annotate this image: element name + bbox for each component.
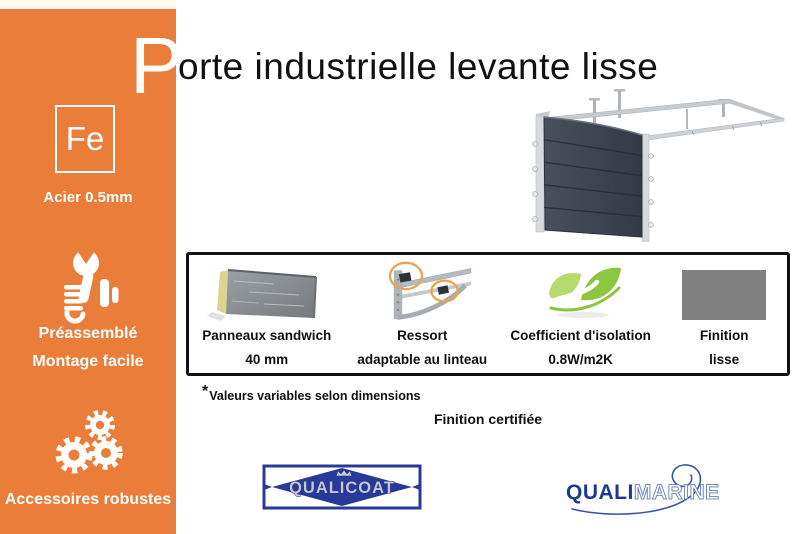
wrench-icon [53,247,123,325]
finish-swatch [682,270,766,320]
gears-icon [49,409,127,475]
feature-spring [344,255,499,373]
footnote-text: Valeurs variables selon dimensions [209,389,421,403]
feature-title: Coefficient d'isolation [510,328,651,343]
page-title-initial: P [130,21,184,110]
feature-value: 0.8W/m2K [548,352,613,367]
feature-title: Ressort [397,328,448,343]
sandwich-panel-image [204,260,329,322]
leaves-icon [535,260,627,322]
qualimarine-logo [558,459,728,517]
feature-title: Finition [699,328,749,343]
fe-symbol: Fe [65,120,105,157]
feature-finish [661,255,787,373]
top-strip [0,0,176,9]
feature-sandwich-panel [189,255,344,373]
spring-image [366,259,478,323]
accessories-label: Accessoires robustes [4,491,172,508]
certification-heading: Finition certifiée [433,411,543,427]
fe-steel-icon [55,105,115,173]
footnote [202,383,420,403]
feature-value: adaptable au linteau [357,352,488,367]
steel-label: Acier 0.5mm [43,189,133,206]
svg-text:QUALIMARINE [566,481,720,504]
easy-mount-label: Montage facile [32,353,144,370]
feature-value: 40 mm [245,352,289,367]
qualicoat-wordmark: QUALICOAT [289,479,395,497]
features-box [186,252,790,376]
qualimarine-wordmark-outline: MARINE [633,481,720,504]
qualimarine-wordmark-bold: QUALI [566,481,634,504]
sectional-door-image [492,84,800,242]
feature-insulation [500,255,661,373]
feature-title: Panneaux sandwich [202,328,332,343]
page-title: orte industrielle levante lisse [178,46,659,87]
qualicoat-logo [262,463,422,511]
preassembled-label: Préassemblé [38,325,138,342]
feature-value: lisse [709,352,740,367]
asterisk: * [202,383,209,400]
